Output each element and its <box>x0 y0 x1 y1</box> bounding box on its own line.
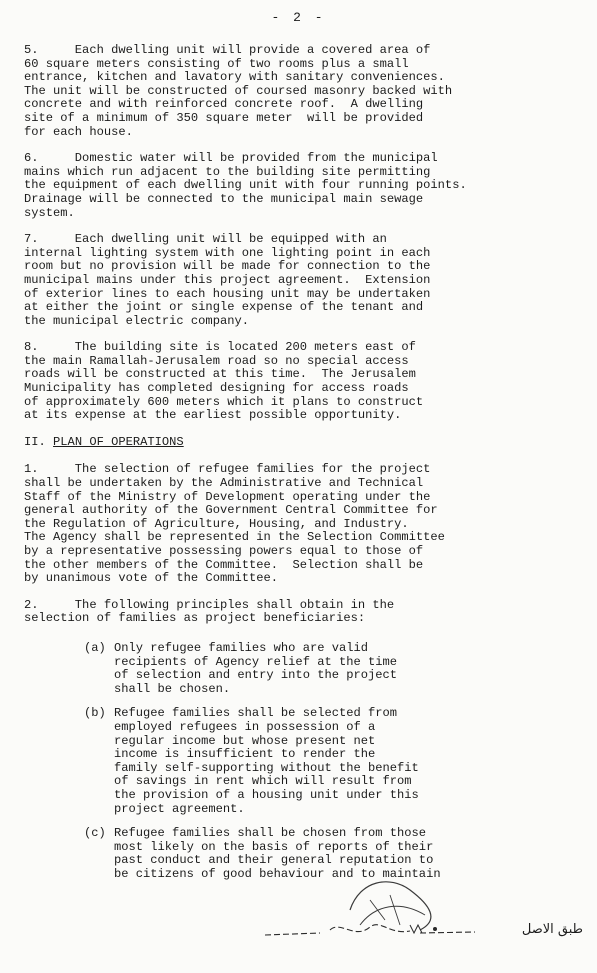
text-line: 8. The building site is located 200 meters east of <box>24 340 416 355</box>
text-line: the other members of the Committee. Selection shall be <box>24 557 424 572</box>
text-line: by unanimous vote of the Committee. <box>24 571 279 586</box>
principle-label: (c) <box>84 826 106 841</box>
text-line: for each house. <box>24 124 133 139</box>
text-line: site of a minimum of 350 square meter will be provided <box>24 110 424 125</box>
text-line: The Agency shall be represented in the Selection Committee <box>24 530 445 545</box>
text-line: recipients of Agency relief at the time <box>114 654 398 669</box>
text-line: family self-supporting without the benefit <box>114 760 419 775</box>
text-line: of approximately 600 meters which it plans to construct <box>24 394 424 409</box>
signature-scribble <box>260 895 480 955</box>
text-line: general authority of the Government Central Committee for <box>24 503 438 518</box>
text-line: 60 square meters consisting of two rooms plus a small <box>24 56 409 71</box>
text-line: be citizens of good behaviour and to maintain <box>114 866 441 881</box>
section-heading <box>24 436 576 450</box>
text-line: Refugee families shall be chosen from those <box>114 826 427 841</box>
text-line: roads will be constructed at this time. The Jerusalem <box>24 367 416 382</box>
handwritten-annotation: طبق الاصل <box>521 922 583 937</box>
text-line: system. <box>24 205 75 220</box>
text-line: regular income but whose present net <box>114 733 376 748</box>
text-line: the municipal electric company. <box>24 313 249 328</box>
plan-paragraph-2 <box>24 599 576 626</box>
section-title: PLAN OF OPERATIONS <box>53 434 184 449</box>
text-line: of selection and entry into the project <box>114 668 398 683</box>
text-line: room but no provision will be made for connection to the <box>24 259 431 274</box>
text-line: The unit will be constructed of coursed masonry backed with <box>24 83 453 98</box>
text-line: 1. The selection of refugee families for the project <box>24 462 431 477</box>
plan-paragraph-1 <box>24 463 576 585</box>
page-number: - 2 - <box>271 10 326 25</box>
text-line: 2. The following principles shall obtain in the <box>24 597 395 612</box>
text-line: shall be chosen. <box>114 681 231 696</box>
text-line: shall be undertaken by the Administrative and Technical <box>24 476 424 491</box>
text-line: at its expense at the earliest possible opportunity. <box>24 408 402 423</box>
text-line: the main Ramallah-Jerusalem road so no special access <box>24 353 409 368</box>
principle-a <box>84 642 576 696</box>
paragraph-8 <box>24 341 576 423</box>
text-line: Municipality has completed designing for access roads <box>24 381 409 396</box>
paragraph-5 <box>24 44 576 139</box>
document-body <box>24 44 576 892</box>
principle-b <box>84 707 576 816</box>
text-line: employed refugees in possession of a <box>114 719 376 734</box>
text-line: most likely on the basis of reports of their <box>114 839 434 854</box>
text-line: entrance, kitchen and lavatory with sanitary conveniences. <box>24 70 445 85</box>
text-line: by a representative possessing powers equal to those of <box>24 544 424 558</box>
principle-label: (b) <box>84 706 106 721</box>
text-line: 6. Domestic water will be provided from the municipal <box>24 151 438 166</box>
text-line: the equipment of each dwelling unit with four running points. <box>24 178 467 193</box>
text-line: past conduct and their general reputation to <box>114 853 434 868</box>
text-line: internal lighting system with one lighting point in each <box>24 245 431 260</box>
text-line: Only refugee families who are valid <box>114 640 369 655</box>
principle-label: (a) <box>84 640 106 655</box>
text-line: municipal mains under this project agreement. Extension <box>24 272 431 287</box>
paragraph-6 <box>24 152 576 220</box>
text-line: Staff of the Ministry of Development operating under the <box>24 489 431 504</box>
section-number: II. <box>24 434 46 449</box>
paragraph-7 <box>24 233 576 328</box>
text-line: 5. Each dwelling unit will provide a covered area of <box>24 43 431 57</box>
text-line: of exterior lines to each housing unit may be undertaken <box>24 286 431 301</box>
text-line: at either the joint or single expense of the tenant and <box>24 300 424 315</box>
text-line: 7. Each dwelling unit will be equipped with an <box>24 232 387 247</box>
text-line: mains which run adjacent to the building site permitting <box>24 164 431 179</box>
text-line: project agreement. <box>114 801 245 816</box>
text-line: Drainage will be connected to the municipal main sewage <box>24 191 424 206</box>
text-line: Refugee families shall be selected from <box>114 706 398 721</box>
text-line: of savings in rent which will result from <box>114 774 412 789</box>
text-line: income is insufficient to render the <box>114 747 376 762</box>
text-line: selection of families as project beneficiaries: <box>24 611 366 626</box>
text-line: concrete and with reinforced concrete roof. A dwelling <box>24 97 424 112</box>
text-line: the provision of a housing unit under this <box>114 787 419 802</box>
text-line: the Regulation of Agriculture, Housing, and Industry. <box>24 516 409 531</box>
